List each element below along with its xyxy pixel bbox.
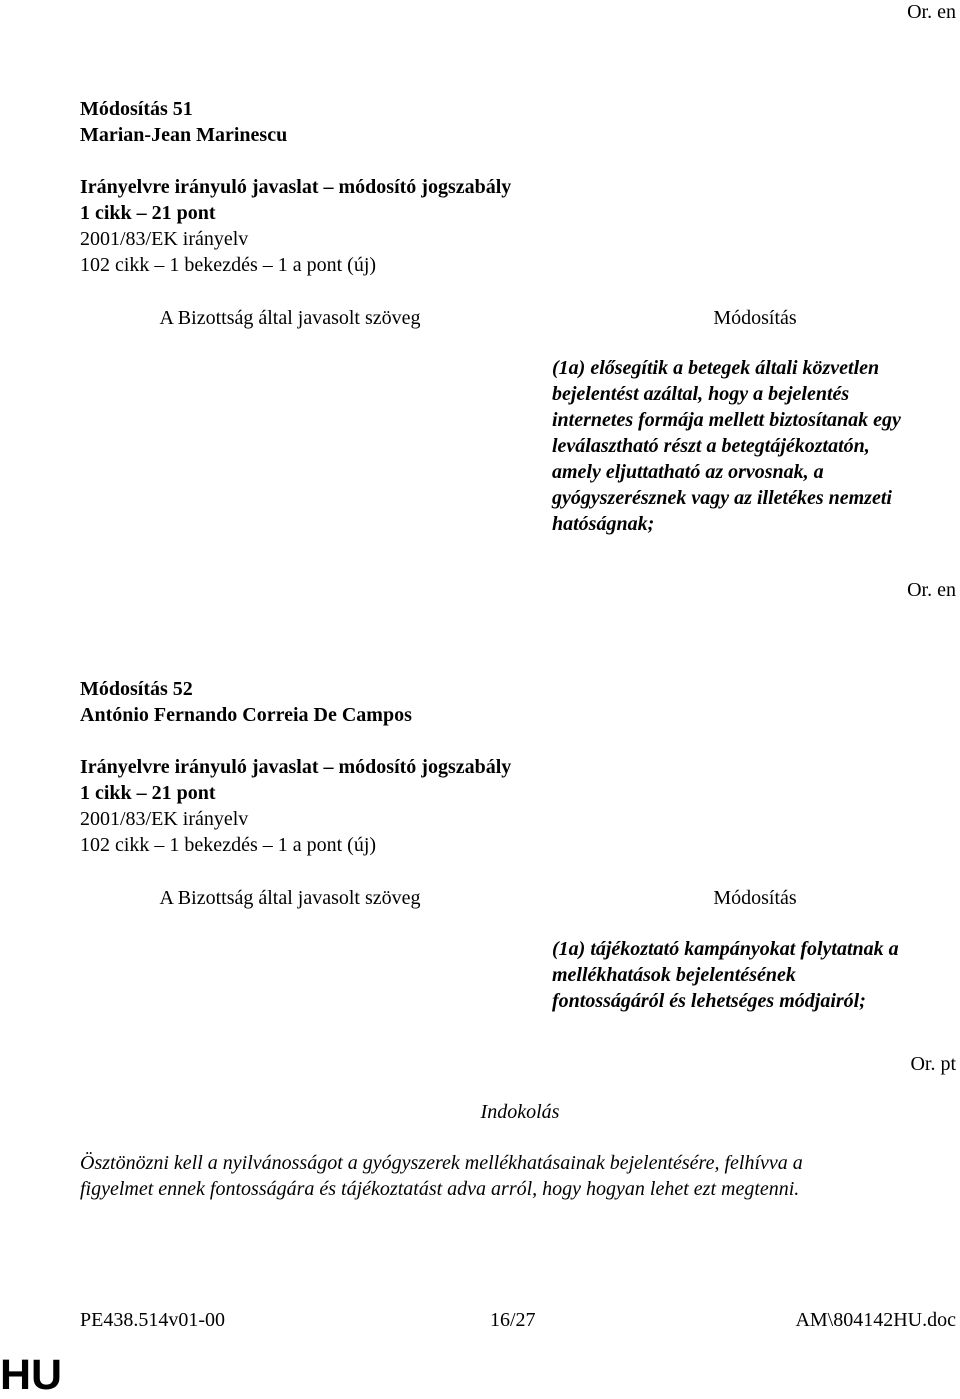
column-heading-commission-text: A Bizottság által javasolt szöveg bbox=[159, 887, 421, 909]
amendment-author: António Fernando Correia De Campos bbox=[80, 704, 412, 726]
footer-document-reference: PE438.514v01-00 bbox=[80, 1309, 225, 1331]
original-language-label: Or. en bbox=[907, 579, 956, 601]
amendment-text-line: (1a) tájékoztató kampányokat folytatnak a bbox=[552, 938, 899, 960]
reference-article: 1 cikk – 21 pont bbox=[80, 202, 216, 224]
reference-proposal: Irányelvre irányuló javaslat – módosító jogszabály bbox=[80, 176, 512, 198]
justification-heading: Indokolás bbox=[480, 1101, 560, 1123]
reference-directive: 2001/83/EK irányelv bbox=[80, 228, 249, 250]
original-language-label: Or. en bbox=[907, 1, 956, 23]
amendment-text-line: fontosságáról és lehetséges módjairól; bbox=[552, 990, 866, 1012]
reference-proposal: Irányelvre irányuló javaslat – módosító jogszabály bbox=[80, 756, 512, 778]
column-heading-amendment: Módosítás bbox=[713, 887, 797, 909]
column-heading-commission-text: A Bizottság által javasolt szöveg bbox=[159, 307, 421, 329]
column-heading-amendment: Módosítás bbox=[713, 307, 797, 329]
amendment-author: Marian-Jean Marinescu bbox=[80, 124, 288, 146]
justification-text-line: Ösztönözni kell a nyilvánosságot a gyógyszerek mellékhatásainak bejelentésére, felhívva a bbox=[80, 1152, 803, 1174]
amendment-text-line: hatóságnak; bbox=[552, 513, 655, 535]
footer-file-name: AM\804142HU.doc bbox=[795, 1309, 956, 1331]
amendment-text-line: amely eljuttatható az orvosnak, a bbox=[552, 461, 824, 483]
amendment-title: Módosítás 51 bbox=[80, 98, 193, 120]
reference-point: 102 cikk – 1 bekezdés – 1 a pont (új) bbox=[80, 254, 377, 276]
footer-page-number: 16/27 bbox=[490, 1309, 536, 1331]
reference-article: 1 cikk – 21 pont bbox=[80, 782, 216, 804]
reference-point: 102 cikk – 1 bekezdés – 1 a pont (új) bbox=[80, 834, 377, 856]
amendment-title: Módosítás 52 bbox=[80, 678, 193, 700]
amendment-text-line: (1a) elősegítik a betegek általi közvetlen bbox=[552, 357, 880, 379]
amendment-text-line: bejelentést azáltal, hogy a bejelentés bbox=[552, 383, 850, 405]
original-language-label: Or. pt bbox=[910, 1053, 956, 1075]
language-code-mark: HU bbox=[0, 1351, 63, 1399]
amendment-text-line: leválasztható részt a betegtájékoztatón, bbox=[552, 435, 870, 457]
reference-directive: 2001/83/EK irányelv bbox=[80, 808, 249, 830]
justification-text-line: figyelmet ennek fontosságára és tájékoztatást adva arról, hogy hogyan lehet ezt megtenni. bbox=[80, 1178, 800, 1200]
amendment-text-line: gyógyszerésznek vagy az illetékes nemzeti bbox=[552, 487, 892, 509]
amendment-text-line: mellékhatások bejelentésének bbox=[552, 964, 796, 986]
amendment-text-line: internetes formája mellett biztosítanak egy bbox=[552, 409, 901, 431]
